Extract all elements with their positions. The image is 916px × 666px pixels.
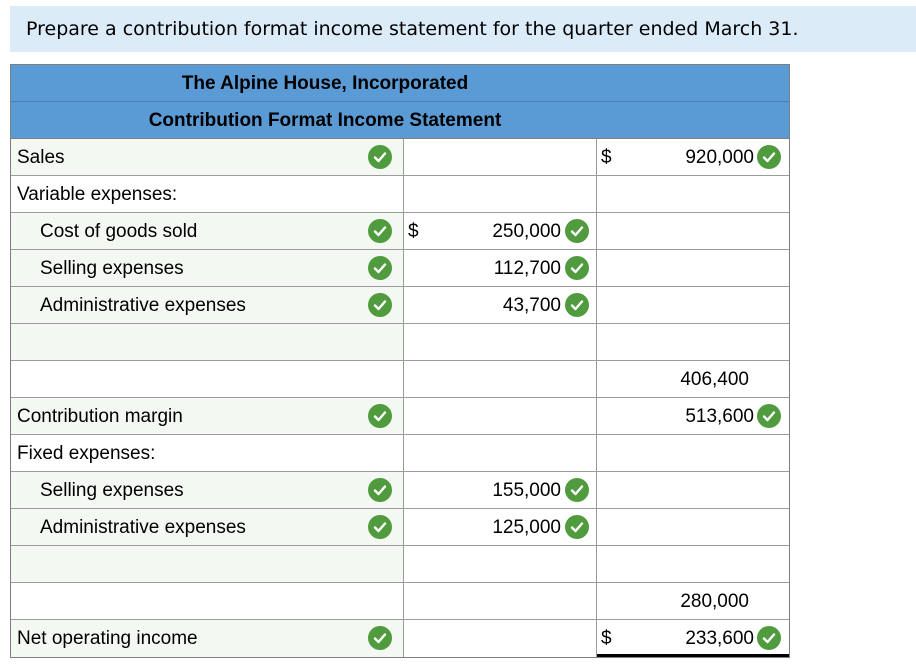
amount-input-col3[interactable] bbox=[597, 287, 789, 323]
table-row-variable-expenses bbox=[11, 176, 789, 213]
row-label: Selling expenses bbox=[40, 258, 184, 279]
amount-input-col2[interactable] bbox=[404, 139, 597, 175]
amount-value: 280,000 bbox=[680, 591, 749, 612]
amount-input-col3[interactable] bbox=[597, 139, 789, 175]
amount-value: 112,700 bbox=[493, 258, 561, 279]
check-icon bbox=[368, 626, 392, 650]
empty-cell bbox=[597, 176, 789, 212]
label-cell[interactable] bbox=[11, 509, 404, 545]
row-label: Administrative expenses bbox=[40, 517, 246, 538]
amount-input-col2[interactable] bbox=[404, 213, 597, 249]
row-label: Contribution margin bbox=[17, 406, 183, 427]
check-icon bbox=[757, 404, 781, 428]
dollar-sign: $ bbox=[408, 221, 419, 242]
row-label: Administrative expenses bbox=[40, 295, 246, 316]
label-cell[interactable] bbox=[11, 324, 404, 360]
amount-input-col3[interactable] bbox=[597, 361, 789, 397]
check-icon bbox=[368, 515, 392, 539]
table-row-total-variable bbox=[11, 361, 789, 398]
label-cell bbox=[11, 435, 404, 471]
amount-input-col3[interactable] bbox=[597, 546, 789, 582]
amount-value: 406,400 bbox=[680, 369, 749, 390]
table-row-fixed-expenses bbox=[11, 435, 789, 472]
label-cell bbox=[11, 361, 404, 397]
label-cell[interactable] bbox=[11, 250, 404, 286]
table-row-blank bbox=[11, 324, 789, 361]
label-cell[interactable] bbox=[11, 620, 404, 657]
empty-cell bbox=[597, 435, 789, 471]
row-label: Variable expenses: bbox=[17, 184, 178, 205]
row-label: Fixed expenses: bbox=[17, 443, 156, 464]
amount-value: 920,000 bbox=[685, 147, 754, 168]
empty-cell bbox=[404, 435, 597, 471]
income-statement-table bbox=[10, 64, 790, 658]
amount-input-col3[interactable] bbox=[597, 472, 789, 508]
table-row-net-operating-income bbox=[11, 620, 789, 657]
company-name: The Alpine House, Incorporated bbox=[11, 65, 789, 102]
amount-input-col2[interactable] bbox=[404, 509, 597, 545]
amount-input-col2[interactable] bbox=[404, 620, 597, 657]
amount-value: 155,000 bbox=[492, 480, 561, 501]
check-icon bbox=[368, 219, 392, 243]
check-icon bbox=[757, 145, 781, 169]
check-icon bbox=[368, 145, 392, 169]
amount-input-col3[interactable] bbox=[597, 620, 789, 657]
amount-value: 250,000 bbox=[492, 221, 561, 242]
check-icon bbox=[368, 256, 392, 280]
label-cell[interactable] bbox=[11, 287, 404, 323]
table-row-sales bbox=[11, 139, 789, 176]
label-cell[interactable] bbox=[11, 398, 404, 434]
check-icon bbox=[565, 478, 589, 502]
check-icon bbox=[565, 256, 589, 280]
question-prompt: Prepare a contribution format income statement for the quarter ended March 31. bbox=[10, 6, 916, 52]
table-row-total-fixed bbox=[11, 583, 789, 620]
amount-input-col3[interactable] bbox=[597, 250, 789, 286]
amount-input-col3[interactable] bbox=[597, 324, 789, 360]
amount-input-col2[interactable] bbox=[404, 324, 597, 360]
check-icon bbox=[757, 626, 781, 650]
amount-value: 513,600 bbox=[685, 406, 754, 427]
amount-input-col2[interactable] bbox=[404, 472, 597, 508]
table-row-variable-admin bbox=[11, 287, 789, 324]
check-icon bbox=[368, 293, 392, 317]
amount-input-col2[interactable] bbox=[404, 546, 597, 582]
check-icon bbox=[565, 293, 589, 317]
amount-input-col3[interactable] bbox=[597, 583, 789, 619]
check-icon bbox=[368, 478, 392, 502]
table-row-fixed-admin bbox=[11, 509, 789, 546]
table-row-variable-selling bbox=[11, 250, 789, 287]
label-cell bbox=[11, 583, 404, 619]
row-label: Sales bbox=[17, 147, 65, 168]
amount-input-col2[interactable] bbox=[404, 398, 597, 434]
check-icon bbox=[565, 219, 589, 243]
table-row-cost-of-goods-sold bbox=[11, 213, 789, 250]
empty-cell bbox=[404, 583, 597, 619]
dollar-sign: $ bbox=[601, 147, 612, 168]
statement-title: Contribution Format Income Statement bbox=[11, 102, 789, 139]
empty-cell bbox=[404, 361, 597, 397]
table-row-contribution-margin bbox=[11, 398, 789, 435]
amount-input-col2[interactable] bbox=[404, 287, 597, 323]
dollar-sign: $ bbox=[601, 628, 612, 649]
table-row-blank bbox=[11, 546, 789, 583]
row-label: Net operating income bbox=[17, 628, 198, 649]
label-cell[interactable] bbox=[11, 472, 404, 508]
check-icon bbox=[565, 515, 589, 539]
row-label: Cost of goods sold bbox=[40, 221, 198, 242]
amount-input-col3[interactable] bbox=[597, 509, 789, 545]
amount-value: 233,600 bbox=[685, 628, 754, 649]
empty-cell bbox=[404, 176, 597, 212]
label-cell[interactable] bbox=[11, 139, 404, 175]
label-cell[interactable] bbox=[11, 213, 404, 249]
label-cell[interactable] bbox=[11, 546, 404, 582]
label-cell bbox=[11, 176, 404, 212]
amount-input-col3[interactable] bbox=[597, 398, 789, 434]
amount-value: 43,700 bbox=[502, 295, 561, 316]
amount-input-col3[interactable] bbox=[597, 213, 789, 249]
check-icon bbox=[368, 404, 392, 428]
amount-value: 125,000 bbox=[492, 517, 561, 538]
table-row-fixed-selling bbox=[11, 472, 789, 509]
row-label: Selling expenses bbox=[40, 480, 184, 501]
amount-input-col2[interactable] bbox=[404, 250, 597, 286]
